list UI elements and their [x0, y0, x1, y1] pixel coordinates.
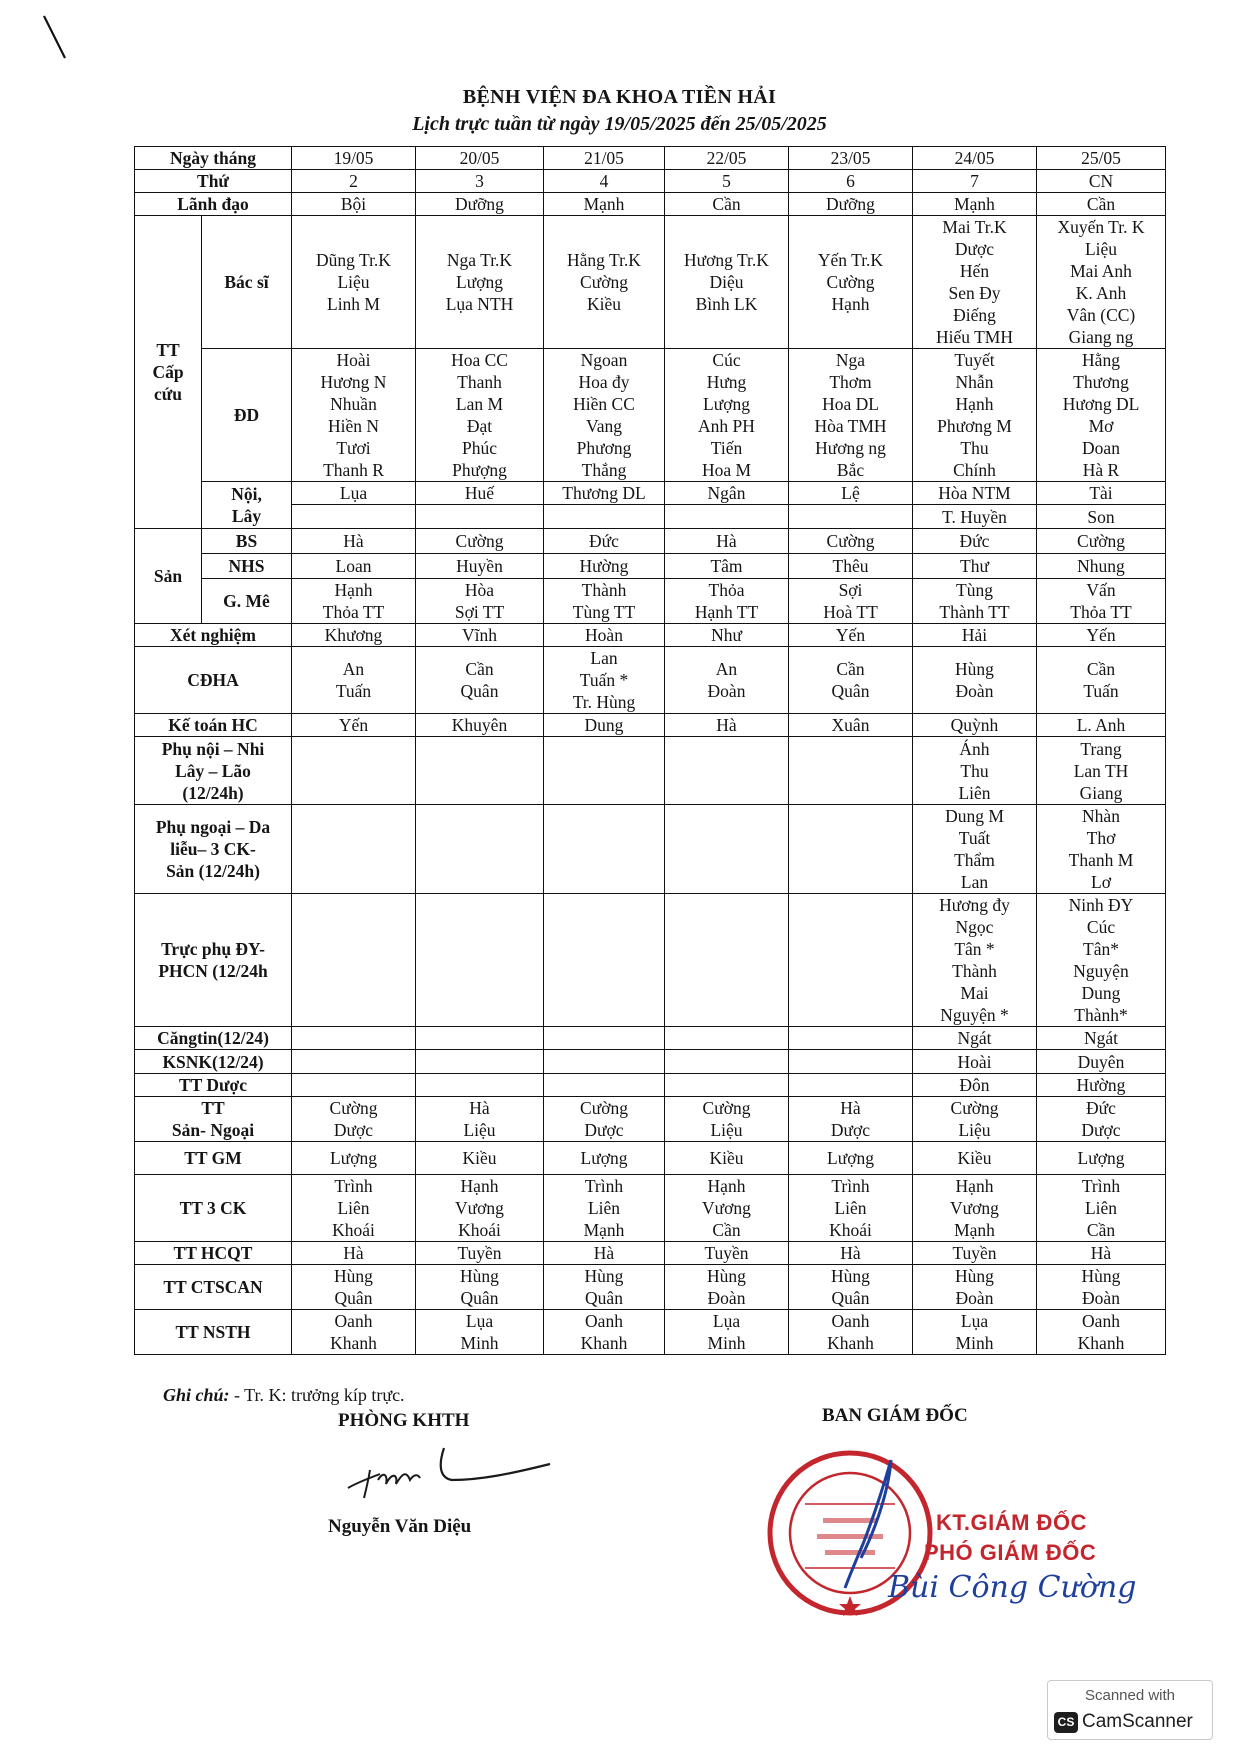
schedule-cell: 25/05 [1037, 147, 1166, 170]
schedule-cell: Ngát [1037, 1027, 1166, 1050]
schedule-cell [789, 737, 913, 805]
schedule-cell: 3 [416, 170, 544, 193]
schedule-cell [544, 737, 665, 805]
schedule-cell: Hà [665, 529, 789, 554]
schedule-cell: Hùng Đoàn [913, 1265, 1037, 1310]
roster-row [135, 216, 1166, 349]
roster-row [135, 1265, 1166, 1310]
schedule-cell: Thư [913, 554, 1037, 579]
schedule-cell: Hoài Hương N Nhuần Hiền N Tươi Thanh R [292, 349, 416, 482]
roster-row [135, 805, 1166, 894]
schedule-cell: Hoa CC Thanh Lan M Đạt Phúc Phượng [416, 349, 544, 482]
schedule-cell: Vĩnh [416, 624, 544, 647]
schedule-cell: Lượng [1037, 1142, 1166, 1175]
roster-row [135, 1050, 1166, 1074]
row-label: KSNK(12/24) [135, 1050, 292, 1074]
department-signer-name: Nguyễn Văn Diệu [328, 1516, 472, 1537]
schedule-cell: Tùng Thành TT [913, 579, 1037, 624]
schedule-cell: Hằng Thương Hương DL Mơ Doan Hà R [1037, 349, 1166, 482]
schedule-cell [544, 1074, 665, 1097]
schedule-cell [416, 805, 544, 894]
schedule-cell: 24/05 [913, 147, 1037, 170]
schedule-cell: An Đoàn [665, 647, 789, 714]
schedule-cell: Vấn Thỏa TT [1037, 579, 1166, 624]
schedule-cell: Hòa Sợi TT [416, 579, 544, 624]
row-label: TT NSTH [135, 1310, 292, 1355]
row-label: Phụ nội – Nhi Lây – Lão (12/24h) [135, 737, 292, 805]
schedule-cell: Tài [1037, 482, 1166, 505]
group-label: Sản [135, 529, 202, 624]
schedule-cell: Hạnh Vương Khoái [416, 1175, 544, 1242]
schedule-cell: Kiều [665, 1142, 789, 1175]
schedule-cell [665, 1074, 789, 1097]
schedule-cell [416, 894, 544, 1027]
roster-row [135, 647, 1166, 714]
row-label: Ngày tháng [135, 147, 292, 170]
schedule-cell: Lụa Minh [665, 1310, 789, 1355]
row-label: Thứ [135, 170, 292, 193]
schedule-cell: Cần Quân [789, 647, 913, 714]
schedule-cell: Tuyền [913, 1242, 1037, 1265]
schedule-cell: Hùng Quân [544, 1265, 665, 1310]
roster-row [135, 170, 1166, 193]
schedule-cell [292, 505, 416, 529]
schedule-cell [416, 1074, 544, 1097]
roster-row [135, 894, 1166, 1027]
row-label: TT Sản- Ngoại [135, 1097, 292, 1142]
row-label: Kế toán HC [135, 714, 292, 737]
schedule-cell: Hùng Đoàn [1037, 1265, 1166, 1310]
roster-row [135, 349, 1166, 482]
schedule-cell [292, 805, 416, 894]
schedule-cell [544, 505, 665, 529]
row-label: Xét nghiệm [135, 624, 292, 647]
schedule-cell: Đôn [913, 1074, 1037, 1097]
schedule-cell: Mạnh [913, 193, 1037, 216]
schedule-cell: Lượng [292, 1142, 416, 1175]
schedule-cell: Hương đy Ngọc Tân * Thành Mai Nguyện * [913, 894, 1037, 1027]
schedule-cell: Nhàn Thơ Thanh M Lơ [1037, 805, 1166, 894]
row-label: Căngtin(12/24) [135, 1027, 292, 1050]
schedule-subtitle: Lịch trực tuần từ ngày 19/05/2025 đến 25/05/2025 [412, 113, 827, 135]
schedule-cell: Dung M Tuất Thẩm Lan [913, 805, 1037, 894]
roster-row [135, 482, 1166, 505]
roster-row [135, 1175, 1166, 1242]
schedule-cell: Hường [544, 554, 665, 579]
schedule-cell: 19/05 [292, 147, 416, 170]
schedule-cell: Oanh Khanh [1037, 1310, 1166, 1355]
schedule-cell [544, 805, 665, 894]
schedule-cell: Hường [1037, 1074, 1166, 1097]
schedule-cell: Cường Dược [544, 1097, 665, 1142]
schedule-cell: Hà [1037, 1242, 1166, 1265]
schedule-cell [789, 1074, 913, 1097]
roster-row [135, 554, 1166, 579]
schedule-cell [789, 1027, 913, 1050]
schedule-cell: Nhung [1037, 554, 1166, 579]
schedule-cell: Hà Dược [789, 1097, 913, 1142]
watermark-brand: CamScanner [1082, 1711, 1193, 1732]
schedule-cell: Yến Tr.K Cường Hạnh [789, 216, 913, 349]
schedule-cell [665, 1050, 789, 1074]
footnote: Ghi chú: - Tr. K: trưởng kíp trực. [163, 1385, 405, 1405]
schedule-cell: Cường [789, 529, 913, 554]
schedule-cell: T. Huyền [913, 505, 1037, 529]
schedule-cell: Cần [1037, 193, 1166, 216]
schedule-cell: Cần [665, 193, 789, 216]
row-label: Nội, Lây [202, 482, 292, 529]
roster-row [135, 529, 1166, 554]
row-label: Lãnh đạo [135, 193, 292, 216]
roster-row [135, 579, 1166, 624]
schedule-cell: Ngát [913, 1027, 1037, 1050]
schedule-cell: Tuyền [665, 1242, 789, 1265]
schedule-cell: Hoài [913, 1050, 1037, 1074]
schedule-cell: Yến [789, 624, 913, 647]
schedule-cell: Tuyền [416, 1242, 544, 1265]
schedule-cell: Oanh Khanh [789, 1310, 913, 1355]
schedule-cell: Huế [416, 482, 544, 505]
watermark-caption: Scanned with [1084, 1687, 1176, 1704]
schedule-cell: Hà [292, 529, 416, 554]
schedule-cell [665, 894, 789, 1027]
schedule-cell: Trình Liên Cần [1037, 1175, 1166, 1242]
schedule-cell: Hạnh Thỏa TT [292, 579, 416, 624]
schedule-cell [665, 505, 789, 529]
schedule-cell: Hà [292, 1242, 416, 1265]
schedule-cell: Dưỡng [789, 193, 913, 216]
board-label: BAN GIÁM ĐỐC [822, 1405, 968, 1426]
schedule-cell [544, 1050, 665, 1074]
schedule-cell [416, 737, 544, 805]
schedule-cell: Sợi Hoà TT [789, 579, 913, 624]
schedule-cell: Cường Liệu [913, 1097, 1037, 1142]
schedule-cell: Bội [292, 193, 416, 216]
schedule-cell: Hòa NTM [913, 482, 1037, 505]
schedule-cell: Đức [913, 529, 1037, 554]
roster-row [135, 1097, 1166, 1142]
schedule-cell: Hà [789, 1242, 913, 1265]
pen-stroke-mark [40, 12, 70, 64]
schedule-cell: Thỏa Hạnh TT [665, 579, 789, 624]
schedule-cell: CN [1037, 170, 1166, 193]
roster-row [135, 1074, 1166, 1097]
roster-row [135, 624, 1166, 647]
roster-row [135, 1310, 1166, 1355]
schedule-cell: Hùng Quân [416, 1265, 544, 1310]
schedule-cell: 5 [665, 170, 789, 193]
schedule-cell: 23/05 [789, 147, 913, 170]
row-label: Phụ ngoại – Da liễu– 3 CK- Sản (12/24h) [135, 805, 292, 894]
department-label: PHÒNG KHTH [338, 1410, 470, 1431]
stamp-title-line1: KT.GIÁM ĐỐC [936, 1510, 1087, 1535]
schedule-cell: Huyền [416, 554, 544, 579]
hospital-title: BỆNH VIỆN ĐA KHOA TIỀN HẢI [462, 86, 777, 108]
roster-row [135, 147, 1166, 170]
schedule-cell: Hùng Đoàn [913, 647, 1037, 714]
roster-row [135, 1242, 1166, 1265]
row-label: TT 3 CK [135, 1175, 292, 1242]
schedule-cell [292, 1027, 416, 1050]
schedule-cell [665, 805, 789, 894]
schedule-cell: Trang Lan TH Giang [1037, 737, 1166, 805]
row-label: TT CTSCAN [135, 1265, 292, 1310]
row-label: NHS [202, 554, 292, 579]
schedule-cell: Quỳnh [913, 714, 1037, 737]
schedule-cell: Loan [292, 554, 416, 579]
schedule-cell: Hà Liệu [416, 1097, 544, 1142]
schedule-cell: Mạnh [544, 193, 665, 216]
schedule-cell: Lệ [789, 482, 913, 505]
roster-row [135, 193, 1166, 216]
schedule-cell: 7 [913, 170, 1037, 193]
row-label: BS [202, 529, 292, 554]
schedule-cell [416, 505, 544, 529]
row-label: Bác sĩ [202, 216, 292, 349]
schedule-cell: 6 [789, 170, 913, 193]
schedule-cell: Tâm [665, 554, 789, 579]
schedule-cell: Nga Tr.K Lượng Lụa NTH [416, 216, 544, 349]
schedule-cell: Dưỡng [416, 193, 544, 216]
schedule-cell: Ninh ĐY Cúc Tân* Nguyện Dung Thành* [1037, 894, 1166, 1027]
schedule-cell: Ánh Thu Liên [913, 737, 1037, 805]
schedule-cell: Cường [416, 529, 544, 554]
schedule-cell: Hoàn [544, 624, 665, 647]
roster-row [135, 1142, 1166, 1175]
schedule-cell: Như [665, 624, 789, 647]
schedule-cell: Cần Tuấn [1037, 647, 1166, 714]
schedule-cell [416, 1027, 544, 1050]
row-label: TT Dược [135, 1074, 292, 1097]
department-signature [340, 1440, 555, 1510]
schedule-cell: Ngân [665, 482, 789, 505]
schedule-cell: Lan Tuấn * Tr. Hùng [544, 647, 665, 714]
schedule-cell: Kiều [416, 1142, 544, 1175]
roster-row [135, 737, 1166, 805]
schedule-cell: Thương DL [544, 482, 665, 505]
schedule-cell: Cường Liệu [665, 1097, 789, 1142]
schedule-cell: 22/05 [665, 147, 789, 170]
row-label: G. Mê [202, 579, 292, 624]
schedule-cell [292, 737, 416, 805]
schedule-cell: Trình Liên Khoái [292, 1175, 416, 1242]
schedule-cell: Nga Thơm Hoa DL Hòa TMH Hương ng Bắc [789, 349, 913, 482]
schedule-cell [665, 737, 789, 805]
schedule-cell: Oanh Khanh [544, 1310, 665, 1355]
row-label: ĐD [202, 349, 292, 482]
schedule-cell: Yến [1037, 624, 1166, 647]
camscanner-logo-icon: CS [1054, 1712, 1078, 1733]
schedule-cell: Lụa Minh [913, 1310, 1037, 1355]
schedule-cell [544, 1027, 665, 1050]
schedule-cell: Cường [1037, 529, 1166, 554]
schedule-cell: Cần Quân [416, 647, 544, 714]
schedule-cell: L. Anh [1037, 714, 1166, 737]
schedule-cell: Duyên [1037, 1050, 1166, 1074]
schedule-cell: Lụa [292, 482, 416, 505]
schedule-cell: Hạnh Vương Cần [665, 1175, 789, 1242]
schedule-cell: An Tuấn [292, 647, 416, 714]
schedule-cell: 20/05 [416, 147, 544, 170]
schedule-cell: Thêu [789, 554, 913, 579]
schedule-cell: Hạnh Vương Mạnh [913, 1175, 1037, 1242]
schedule-cell: Tuyết Nhẫn Hạnh Phương M Thu Chính [913, 349, 1037, 482]
row-label: TT HCQT [135, 1242, 292, 1265]
schedule-cell: Xuân [789, 714, 913, 737]
schedule-cell: Đức Dược [1037, 1097, 1166, 1142]
schedule-cell: Cúc Hưng Lượng Anh PH Tiến Hoa M [665, 349, 789, 482]
schedule-cell [789, 1050, 913, 1074]
group-label: TT Cấp cứu [135, 216, 202, 529]
schedule-cell [292, 894, 416, 1027]
schedule-cell: Thành Tùng TT [544, 579, 665, 624]
schedule-cell [789, 894, 913, 1027]
schedule-cell: Hà [665, 714, 789, 737]
schedule-cell: Trình Liên Khoái [789, 1175, 913, 1242]
schedule-cell: Kiều [913, 1142, 1037, 1175]
schedule-cell: Xuyến Tr. K Liệu Mai Anh K. Anh Vân (CC) Giang ng [1037, 216, 1166, 349]
schedule-cell [292, 1050, 416, 1074]
schedule-cell [416, 1050, 544, 1074]
schedule-cell: Hải [913, 624, 1037, 647]
schedule-cell [789, 805, 913, 894]
row-label: CĐHA [135, 647, 292, 714]
schedule-cell: Hùng Quân [789, 1265, 913, 1310]
schedule-cell: Hùng Đoàn [665, 1265, 789, 1310]
schedule-cell [292, 1074, 416, 1097]
schedule-cell: Ngoan Hoa đy Hiền CC Vang Phương Thắng [544, 349, 665, 482]
schedule-cell: 21/05 [544, 147, 665, 170]
schedule-cell: Đức [544, 529, 665, 554]
schedule-cell: 2 [292, 170, 416, 193]
schedule-cell: Hùng Quân [292, 1265, 416, 1310]
row-label: TT GM [135, 1142, 292, 1175]
schedule-cell: Lượng [789, 1142, 913, 1175]
schedule-cell: Khương [292, 624, 416, 647]
schedule-cell: Trình Liên Mạnh [544, 1175, 665, 1242]
director-signature: Bùi Công Cường [888, 1570, 1137, 1605]
schedule-cell: Hằng Tr.K Cường Kiều [544, 216, 665, 349]
schedule-cell: Yến [292, 714, 416, 737]
roster-row [135, 714, 1166, 737]
schedule-cell [665, 1027, 789, 1050]
schedule-cell: Dũng Tr.K Liệu Linh M [292, 216, 416, 349]
schedule-cell [544, 894, 665, 1027]
schedule-cell: Hà [544, 1242, 665, 1265]
camscanner-watermark [1047, 1680, 1213, 1740]
schedule-cell [789, 505, 913, 529]
row-label: Trực phụ ĐY- PHCN (12/24h [135, 894, 292, 1027]
schedule-cell: Lượng [544, 1142, 665, 1175]
schedule-cell: Lụa Minh [416, 1310, 544, 1355]
roster-row [135, 1027, 1166, 1050]
schedule-cell: Oanh Khanh [292, 1310, 416, 1355]
stamp-title-line2: PHÓ GIÁM ĐỐC [924, 1540, 1097, 1565]
schedule-cell: Son [1037, 505, 1166, 529]
schedule-cell: 4 [544, 170, 665, 193]
schedule-cell: Mai Tr.K Dược Hến Sen Đy Điếng Hiếu TMH [913, 216, 1037, 349]
schedule-cell: Hương Tr.K Diệu Bình LK [665, 216, 789, 349]
schedule-cell: Cường Dược [292, 1097, 416, 1142]
duty-roster-table [134, 146, 1166, 1355]
schedule-cell: Dung [544, 714, 665, 737]
schedule-cell: Khuyên [416, 714, 544, 737]
